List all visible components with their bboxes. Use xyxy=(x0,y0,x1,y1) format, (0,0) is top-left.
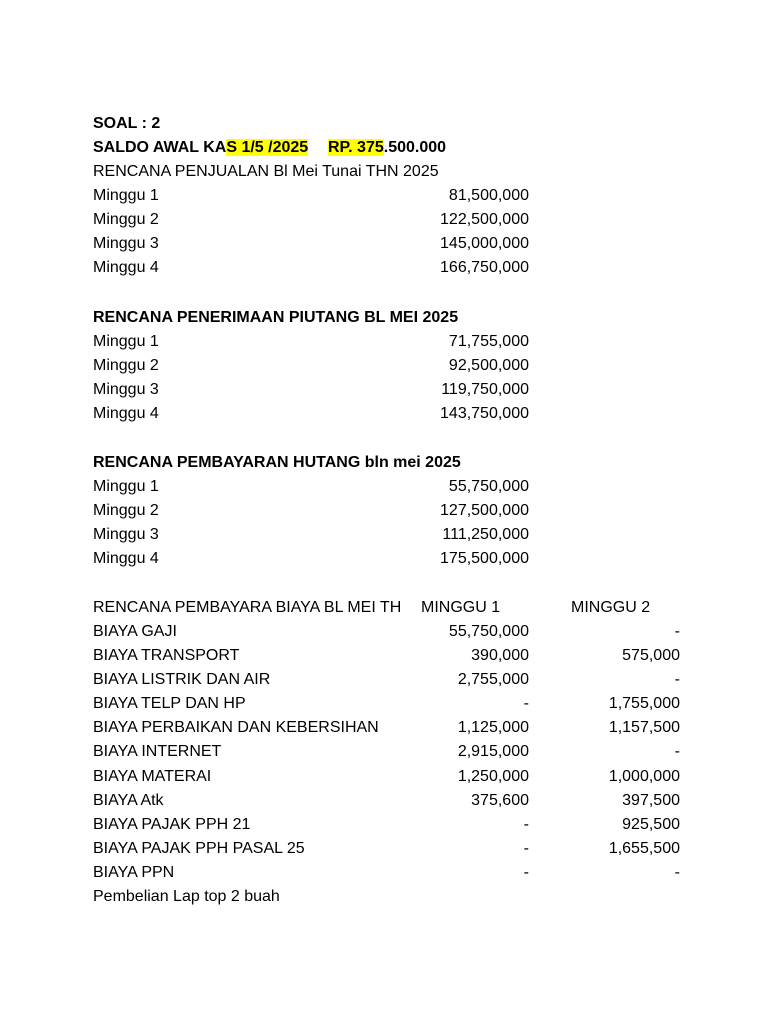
soal-text: SOAL : 2 xyxy=(93,115,161,132)
saldo-awal-line xyxy=(93,136,693,160)
biaya-row xyxy=(93,789,693,813)
biaya-row-label: BIAYA PAJAK PPH 21 xyxy=(93,816,251,833)
biaya-row-minggu-2: 575,000 xyxy=(622,647,680,664)
hutang-row xyxy=(93,499,693,523)
biaya-row xyxy=(93,837,693,861)
saldo-label xyxy=(93,136,308,160)
biaya-row-minggu-1: 1,125,000 xyxy=(457,719,529,736)
biaya-row-label: BIAYA INTERNET xyxy=(93,743,222,760)
biaya-row xyxy=(93,668,693,692)
biaya-row-minggu-2: 1,000,000 xyxy=(608,768,680,785)
penjualan-row xyxy=(93,184,693,208)
biaya-row xyxy=(93,813,693,837)
piutang-row-value: 143,750,000 xyxy=(440,405,529,422)
biaya-row xyxy=(93,692,693,716)
biaya-row-label: BIAYA LISTRIK DAN AIR xyxy=(93,671,271,688)
biaya-row-minggu-2: - xyxy=(674,864,680,881)
biaya-row-label: BIAYA PERBAIKAN DAN KEBERSIHAN xyxy=(93,719,379,736)
penjualan-row-value: 145,000,000 xyxy=(440,235,529,252)
biaya-row-minggu-2: 925,500 xyxy=(622,816,680,833)
piutang-row-label: Minggu 1 xyxy=(93,333,159,350)
hutang-row-label: Minggu 3 xyxy=(93,526,159,543)
biaya-row-label: BIAYA MATERAI xyxy=(93,768,212,785)
biaya-row-minggu-2: - xyxy=(674,623,680,640)
biaya-row-label: Pembelian Lap top 2 buah xyxy=(93,888,280,905)
biaya-row-minggu-1: 1,250,000 xyxy=(457,768,529,785)
biaya-row xyxy=(93,861,693,885)
biaya-row xyxy=(93,885,693,909)
penjualan-row xyxy=(93,208,693,232)
biaya-col-minggu-1: MINGGU 1 xyxy=(421,599,501,616)
soal-heading xyxy=(93,112,693,136)
biaya-row-minggu-1: - xyxy=(523,695,529,712)
piutang-row-value: 119,750,000 xyxy=(441,381,529,398)
hutang-row xyxy=(93,475,693,499)
hutang-row-label: Minggu 1 xyxy=(93,478,159,495)
biaya-row-label: BIAYA GAJI xyxy=(93,623,177,640)
biaya-row-minggu-2: 1,157,500 xyxy=(608,719,680,736)
piutang-title-text: RENCANA PENERIMAAN PIUTANG BL MEI 2025 xyxy=(93,309,459,326)
biaya-row-label: BIAYA PAJAK PPH PASAL 25 xyxy=(93,840,305,857)
biaya-row-minggu-1: 2,755,000 xyxy=(457,671,529,688)
biaya-row-minggu-2: - xyxy=(674,743,680,760)
saldo-amount-plain: .500.000 xyxy=(383,139,447,156)
piutang-row-label: Minggu 2 xyxy=(93,357,159,374)
biaya-row-minggu-2: - xyxy=(674,671,680,688)
hutang-row xyxy=(93,523,693,547)
penjualan-row-value: 166,750,000 xyxy=(440,259,529,276)
biaya-row-minggu-2: 1,755,000 xyxy=(608,695,680,712)
biaya-row-label: BIAYA Atk xyxy=(93,792,164,809)
hutang-row-value: 175,500,000 xyxy=(440,550,529,567)
penjualan-row-value: 81,500,000 xyxy=(448,187,529,204)
biaya-row-minggu-1: - xyxy=(523,816,529,833)
penjualan-row-label: Minggu 3 xyxy=(93,235,159,252)
hutang-row xyxy=(93,547,693,571)
saldo-label-plain: SALDO AWAL KA xyxy=(93,139,227,156)
penjualan-row-label: Minggu 4 xyxy=(93,259,159,276)
saldo-amount-highlight: RP. 375 xyxy=(328,139,384,156)
hutang-row-value: 111,250,000 xyxy=(442,526,529,543)
biaya-row-label: BIAYA TRANSPORT xyxy=(93,647,240,664)
biaya-col-minggu-2: MINGGU 2 xyxy=(571,599,651,616)
penjualan-title xyxy=(93,160,693,184)
biaya-row-minggu-2: 397,500 xyxy=(622,792,680,809)
biaya-row-minggu-1: 375,600 xyxy=(471,792,529,809)
hutang-row-label: Minggu 2 xyxy=(93,502,159,519)
penjualan-row-value: 122,500,000 xyxy=(440,211,529,228)
hutang-title-text: RENCANA PEMBAYARAN HUTANG bln mei 2025 xyxy=(93,454,461,471)
biaya-row-minggu-1: - xyxy=(523,864,529,881)
saldo-label-highlight: S 1/5 /2025 xyxy=(226,139,309,156)
biaya-row xyxy=(93,716,693,740)
piutang-title xyxy=(93,306,693,330)
biaya-row xyxy=(93,620,693,644)
penjualan-row xyxy=(93,232,693,256)
biaya-row-label: BIAYA TELP DAN HP xyxy=(93,695,246,712)
biaya-row xyxy=(93,765,693,789)
piutang-row xyxy=(93,330,693,354)
hutang-title xyxy=(93,451,693,475)
biaya-row-label: BIAYA PPN xyxy=(93,864,175,881)
biaya-row-minggu-1: 55,750,000 xyxy=(448,623,529,640)
biaya-row-minggu-2: 1,655,500 xyxy=(608,840,680,857)
biaya-row-minggu-1: 2,915,000 xyxy=(457,743,529,760)
biaya-title-text: RENCANA PEMBAYARA BIAYA BL MEI TH xyxy=(93,599,402,616)
piutang-row xyxy=(93,402,693,426)
penjualan-row-label: Minggu 1 xyxy=(93,187,159,204)
penjualan-row xyxy=(93,256,693,280)
hutang-row-value: 55,750,000 xyxy=(448,478,529,495)
biaya-row xyxy=(93,644,693,668)
penjualan-title-text: RENCANA PENJUALAN Bl Mei Tunai THN 2025 xyxy=(93,163,439,180)
piutang-row-label: Minggu 3 xyxy=(93,381,159,398)
saldo-amount xyxy=(328,136,446,160)
piutang-row xyxy=(93,354,693,378)
piutang-row-value: 71,755,000 xyxy=(448,333,529,350)
piutang-row-value: 92,500,000 xyxy=(448,357,529,374)
biaya-header xyxy=(93,596,693,620)
biaya-row-minggu-1: - xyxy=(523,840,529,857)
penjualan-row-label: Minggu 2 xyxy=(93,211,159,228)
hutang-row-value: 127,500,000 xyxy=(440,502,529,519)
piutang-row xyxy=(93,378,693,402)
hutang-row-label: Minggu 4 xyxy=(93,550,159,567)
biaya-row xyxy=(93,740,693,764)
piutang-row-label: Minggu 4 xyxy=(93,405,159,422)
biaya-row-minggu-1: 390,000 xyxy=(471,647,529,664)
